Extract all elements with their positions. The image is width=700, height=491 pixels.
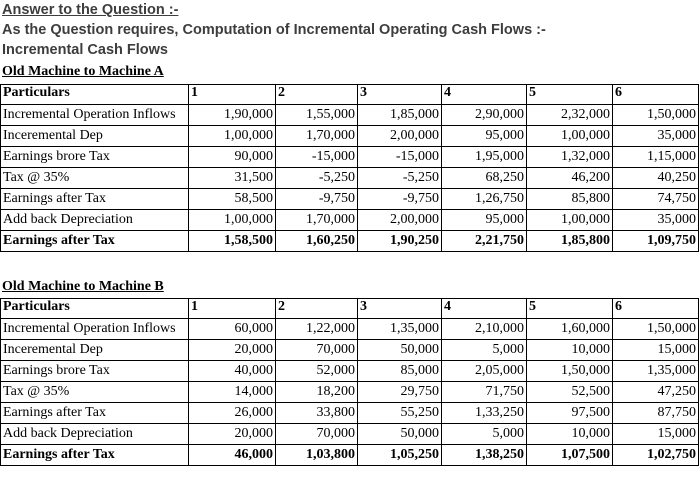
row-label: Earnings brore Tax — [1, 147, 189, 168]
table-cell: 1,50,000 — [527, 361, 613, 382]
table-row — [1, 424, 699, 445]
column-header-year: 6 — [613, 85, 699, 105]
column-header-year: 5 — [527, 299, 613, 319]
table-cell: 35,000 — [613, 126, 699, 147]
table-cell: 95,000 — [442, 126, 527, 147]
table-cell: 1,26,750 — [442, 189, 527, 210]
table-cell: 1,07,500 — [527, 445, 613, 466]
table-cell: 2,00,000 — [358, 126, 442, 147]
table-cell: -5,250 — [358, 168, 442, 189]
table-b-title: Old Machine to Machine B — [2, 279, 164, 294]
table-cell: 33,800 — [276, 403, 358, 424]
row-label: Earnings after Tax — [1, 231, 189, 252]
table-cell: -15,000 — [276, 147, 358, 168]
table-cell: 10,000 — [527, 340, 613, 361]
table-cell: 70,000 — [276, 340, 358, 361]
table-cell: 15,000 — [613, 340, 699, 361]
table-cell: 2,00,000 — [358, 210, 442, 231]
row-label: Add back Depreciation — [1, 424, 189, 445]
table-cell: 5,000 — [442, 340, 527, 361]
table-cell: 1,05,250 — [358, 445, 442, 466]
table-cell: 1,22,000 — [276, 319, 358, 340]
column-header-year: 1 — [189, 299, 276, 319]
table-cell: 70,000 — [276, 424, 358, 445]
table-cell: 2,05,000 — [442, 361, 527, 382]
row-label: Tax @ 35% — [1, 168, 189, 189]
table-cell: 97,500 — [527, 403, 613, 424]
column-header-year: 5 — [527, 85, 613, 105]
row-label: Earnings brore Tax — [1, 361, 189, 382]
column-header-year: 1 — [189, 85, 276, 105]
column-header-year: 2 — [276, 85, 358, 105]
table-cell: 68,250 — [442, 168, 527, 189]
table-cell: -9,750 — [276, 189, 358, 210]
table-cell: 1,00,000 — [189, 126, 276, 147]
table-cell: 50,000 — [358, 424, 442, 445]
table-cell: 20,000 — [189, 340, 276, 361]
table-cell: 1,00,000 — [189, 210, 276, 231]
table-row — [1, 445, 699, 466]
table-cell: -5,250 — [276, 168, 358, 189]
row-label: Earnings after Tax — [1, 189, 189, 210]
table-row — [1, 319, 699, 340]
row-label: Incremental Operation Inflows — [1, 105, 189, 126]
table-cell: 1,00,000 — [527, 210, 613, 231]
table-cell: 1,90,250 — [358, 231, 442, 252]
question-description: As the Question requires, Computation of Incremental Operating Cash Flows :- — [2, 22, 546, 38]
table-cell: 1,32,000 — [527, 147, 613, 168]
table-cell: 55,250 — [358, 403, 442, 424]
table-row — [1, 126, 699, 147]
table-cell: 18,200 — [276, 382, 358, 403]
answer-heading: Answer to the Question :- — [2, 2, 179, 18]
table-cell: 1,70,000 — [276, 210, 358, 231]
table-cell: 1,02,750 — [613, 445, 699, 466]
column-header-year: 2 — [276, 299, 358, 319]
table-row — [1, 403, 699, 424]
table-cell: 15,000 — [613, 424, 699, 445]
table-cell: 20,000 — [189, 424, 276, 445]
table-row — [1, 147, 699, 168]
table-cell: 1,85,800 — [527, 231, 613, 252]
table-cell: 74,750 — [613, 189, 699, 210]
table-cell: 40,250 — [613, 168, 699, 189]
table-cell: 1,50,000 — [613, 319, 699, 340]
column-header-particulars: Particulars — [1, 85, 189, 105]
table-cell: 1,50,000 — [613, 105, 699, 126]
column-header-year: 3 — [358, 85, 442, 105]
table-cell: 95,000 — [442, 210, 527, 231]
table-machine-b — [0, 298, 699, 466]
table-cell: 14,000 — [189, 382, 276, 403]
table-cell: 1,90,000 — [189, 105, 276, 126]
table-cell: 10,000 — [527, 424, 613, 445]
table-cell: 1,09,750 — [613, 231, 699, 252]
table-row — [1, 168, 699, 189]
table-cell: 46,200 — [527, 168, 613, 189]
table-cell: -15,000 — [358, 147, 442, 168]
table-cell: 60,000 — [189, 319, 276, 340]
table-cell: 40,000 — [189, 361, 276, 382]
column-header-year: 4 — [442, 85, 527, 105]
table-header-row — [1, 85, 699, 105]
table-machine-a — [0, 84, 699, 252]
column-header-year: 6 — [613, 299, 699, 319]
table-cell: 50,000 — [358, 340, 442, 361]
table-cell: 1,03,800 — [276, 445, 358, 466]
row-label: Inceremental Dep — [1, 340, 189, 361]
table-cell: 1,60,250 — [276, 231, 358, 252]
table-cell: 1,38,250 — [442, 445, 527, 466]
table-cell: 1,95,000 — [442, 147, 527, 168]
table-cell: 1,70,000 — [276, 126, 358, 147]
table-cell: 35,000 — [613, 210, 699, 231]
table-cell: 31,500 — [189, 168, 276, 189]
table-cell: 87,750 — [613, 403, 699, 424]
table-row — [1, 382, 699, 403]
table-cell: 1,85,000 — [358, 105, 442, 126]
table-cell: 1,33,250 — [442, 403, 527, 424]
table-cell: 58,500 — [189, 189, 276, 210]
table-cell: 85,800 — [527, 189, 613, 210]
table-row — [1, 189, 699, 210]
table-cell: 2,21,750 — [442, 231, 527, 252]
table-cell: 2,32,000 — [527, 105, 613, 126]
table-cell: 52,000 — [276, 361, 358, 382]
table-cell: 26,000 — [189, 403, 276, 424]
table-cell: 52,500 — [527, 382, 613, 403]
table-cell: 85,000 — [358, 361, 442, 382]
table-cell: 2,10,000 — [442, 319, 527, 340]
row-label: Earnings after Tax — [1, 403, 189, 424]
table-cell: 5,000 — [442, 424, 527, 445]
table-row — [1, 105, 699, 126]
table-cell: 1,55,000 — [276, 105, 358, 126]
table-row — [1, 210, 699, 231]
table-cell: 29,750 — [358, 382, 442, 403]
row-label: Tax @ 35% — [1, 382, 189, 403]
table-row — [1, 231, 699, 252]
table-row — [1, 361, 699, 382]
table-cell: 1,15,000 — [613, 147, 699, 168]
table-cell: -9,750 — [358, 189, 442, 210]
table-cell: 47,250 — [613, 382, 699, 403]
row-label: Add back Depreciation — [1, 210, 189, 231]
table-cell: 90,000 — [189, 147, 276, 168]
table-cell: 1,35,000 — [358, 319, 442, 340]
table-cell: 1,60,000 — [527, 319, 613, 340]
table-cell: 1,00,000 — [527, 126, 613, 147]
section-heading: Incremental Cash Flows — [2, 42, 168, 58]
table-cell: 2,90,000 — [442, 105, 527, 126]
table-a-title: Old Machine to Machine A — [2, 64, 164, 79]
row-label: Incremental Operation Inflows — [1, 319, 189, 340]
table-cell: 46,000 — [189, 445, 276, 466]
table-cell: 71,750 — [442, 382, 527, 403]
column-header-year: 4 — [442, 299, 527, 319]
column-header-year: 3 — [358, 299, 442, 319]
table-cell: 1,35,000 — [613, 361, 699, 382]
row-label: Inceremental Dep — [1, 126, 189, 147]
table-cell: 1,58,500 — [189, 231, 276, 252]
table-row — [1, 340, 699, 361]
row-label: Earnings after Tax — [1, 445, 189, 466]
column-header-particulars: Particulars — [1, 299, 189, 319]
table-header-row — [1, 299, 699, 319]
